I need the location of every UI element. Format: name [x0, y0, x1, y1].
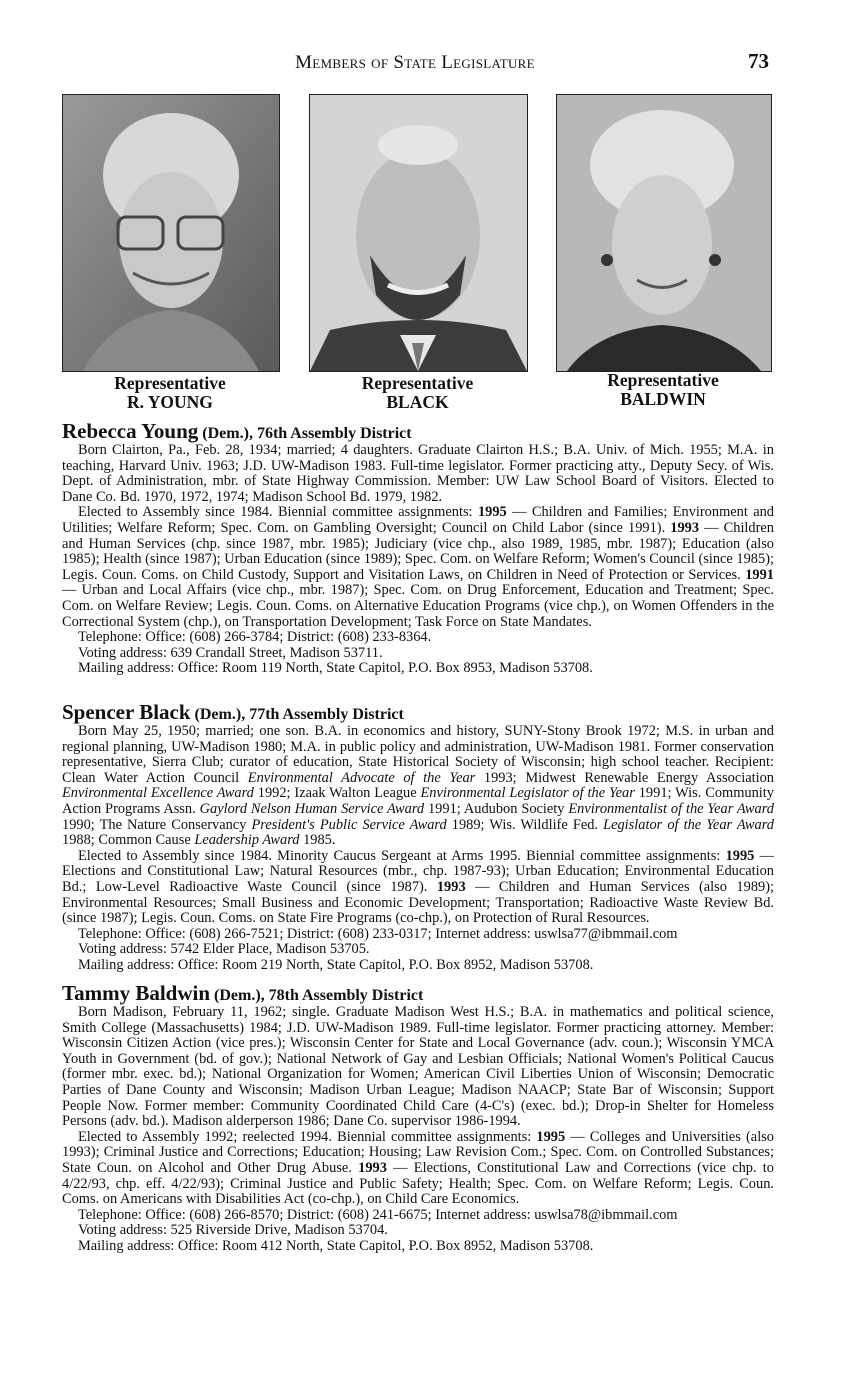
page-number: 73 — [748, 49, 769, 73]
member-bio-young — [62, 443, 774, 677]
mailing-address: Mailing address: Office: Room 119 North, State Capitol, P.O. Box 8953, Madison 53708. — [78, 660, 593, 677]
member-name: Tammy Baldwin — [62, 981, 211, 1005]
caption-role: Representative — [361, 373, 474, 393]
caption-black — [309, 374, 526, 412]
caption-young — [62, 374, 278, 412]
telephone: Telephone: Office: (608) 266-8570; District: (608) 241-6675; Internet address: uswlsa78@ibmmail.com — [78, 1206, 678, 1223]
telephone: Telephone: Office: (608) 266-3784; District: (608) 233-8364. — [78, 629, 432, 646]
member-heading-black — [62, 700, 404, 725]
mailing-address: Mailing address: Office: Room 219 North, State Capitol, P.O. Box 8952, Madison 53708. — [78, 956, 594, 973]
voting-address: Voting address: 5742 Elder Place, Madison 53705. — [78, 941, 370, 958]
caption-baldwin — [556, 371, 770, 409]
member-heading-young — [62, 419, 412, 444]
photo-baldwin — [556, 94, 772, 372]
caption-role: Representative — [114, 373, 226, 393]
member-party-district: (Dem.), 76th Assembly District — [198, 425, 412, 442]
member-party-district: (Dem.), 77th Assembly District — [190, 706, 404, 723]
member-heading-baldwin — [62, 981, 423, 1006]
voting-address: Voting address: 639 Crandall Street, Madison 53711. — [78, 644, 383, 661]
committee-paragraph: Elected to Assembly 1992; reelected 1994. Biennial committee assignments: 1995 — Colleges and Universities (also 1993); Criminal Justice and Corrections; Education; Housing; Law Revision Com.; Spec. Com. on Controlled Substances; State Coun. on Alcohol and Other Drug Abuse. 1993 — Elections, Constitutional Law and Corrections (vice chp. to 4/22/93, chp. eff. 4/22/93); Criminal Justice and Public Safety; Health; Spec. Com. on Welfare Reform; Legis. Coun. Coms. on Americans with Disabilities Act (co-chp.), on Child Care Economics. — [62, 1128, 774, 1208]
member-name: Rebecca Young — [62, 419, 199, 443]
member-bio-black — [62, 724, 774, 974]
running-header: Members of State Legislature — [295, 52, 535, 73]
bio-paragraph: Born Clairton, Pa., Feb. 28, 1934; married; 4 daughters. Graduate Clairton H.S.; B.A. Univ. of Mich. 1955; M.A. in teaching, Harvard Univ. 1963; J.D. UW-Madison 1983. Full-time legislator. Former practicing atty., Deputy Secy. of Wis. Dept. of Administration, mbr. of State Highway Commission. Member: UW Law School Board of Visitors. Elected to Dane Co. Bd. 1970, 1972, 1974; Madison School Bd. 1979, 1982. — [62, 442, 774, 505]
committee-paragraph: Elected to Assembly since 1984. Biennial committee assignments: 1995 — Children and Families; Environment and Utilities; Welfare Reform; Spec. Com. on Gambling Oversight; Council on Child Labor (since 1991). 1993 — Children and Human Services (chp. since 1987, mbr. 1985); Judiciary (vice chp., also 1989, 1985, mbr. 1987); Education (also 1985); Health (since 1987); Urban Education (since 1989); Spec. Com. on Welfare Reform; Women's Council (since 1985); Legis. Coun. Coms. on Child Custody, Support and Visitation Laws, on Children in Need of Protection or Services. 1991 — Urban and Local Affairs (vice chp., mbr. 1987); Spec. Com. on Drug Enforcement, Education and Treatment; Spec. Com. on Welfare Review; Legis. Coun. Coms. on Alternative Education Programs (vice chp.), on Women Offenders in the Correctional System (chp.), on Transportation Development; Task Force on State Mandates. — [62, 504, 775, 630]
caption-name: BLACK — [386, 392, 449, 412]
member-name: Spencer Black — [62, 700, 191, 724]
bio-paragraph: Born Madison, February 11, 1962; single. Graduate Madison West H.S.; B.A. in mathematics and political science, Smith College (Massachusetts) 1984; J.D. UW-Madison 1989. Full-time legislator. Former practicing attorney. Member: Wisconsin Citizen Action (vice pres.); Wisconsin Center for State and Local Governance (adv. coun.); Wisconsin YMCA Youth in Government (bd. of gov.); National Network of Gay and Lesbian Officials; National Women's Political Caucus (former mbr. exec. bd.); National Organization for Women; American Civil Liberties Union of Wisconsin; Democratic Parties of Dane County and Wisconsin; Madison Urban League; Madison NAACP; State Bar of Wisconsin; Support People Now. Former member: Community Coordinated Child Care (4-C's) (exec. bd.); Drop-in Shelter for Homeless Persons (adv. bd.). Madison alderperson 1986; Dane Co. supervisor 1986-1994. — [62, 1004, 774, 1130]
photo-young — [62, 94, 280, 372]
bio-paragraph: Born May 25, 1950; married; one son. B.A. in economics and history, SUNY-Stony Brook 1972; M.S. in urban and regional planning, UW-Madison 1980; M.A. in public policy and administration, UW-Madison 1981. Former conservation representative, Sierra Club; curator of education, State Historical Society of Wisconsin; high school teacher. Recipient: Clean Water Action Council Environmental Advocate of the Year 1993; Midwest Renewable Energy Association Environmental Excellence Award 1992; Izaak Walton League Environmental Legislator of the Year 1991; Wis. Community Action Programs Assn. Gaylord Nelson Human Service Award 1991; Audubon Society Environmentalist of the Year Award 1990; The Nature Conservancy President's Public Service Award 1989; Wis. Wildlife Fed. Legislator of the Year Award 1988; Common Cause Leadership Award 1985. — [62, 723, 774, 849]
photo-black — [309, 94, 528, 372]
caption-name: BALDWIN — [620, 389, 706, 409]
committee-paragraph: Elected to Assembly since 1984. Minority Caucus Sergeant at Arms 1995. Biennial committee assignments: 1995 — Elections and Constitutional Law; Natural Resources (mbr., chp. 1987-93); Urban Education; Environmental Education Bd.; Low-Level Radioactive Waste Council (since 1987). 1993 — Children and Human Services (also 1989); Environmental Resources; Small Business and Economic Development; Transportation; Radioactive Waste Review Bd. (since 1987); Legis. Coun. Coms. on State Fire Programs (co-chp.), on Protection of Rural Resources. — [62, 847, 774, 927]
telephone: Telephone: Office: (608) 266-7521; District: (608) 233-0317; Internet address: uswlsa77@ibmmail.com — [78, 925, 678, 942]
voting-address: Voting address: 525 Riverside Drive, Madison 53704. — [78, 1222, 388, 1239]
caption-role: Representative — [607, 370, 719, 390]
mailing-address: Mailing address: Office: Room 412 North, State Capitol, P.O. Box 8952, Madison 53708. — [78, 1237, 594, 1254]
member-party-district: (Dem.), 78th Assembly District — [210, 987, 424, 1004]
member-bio-baldwin — [62, 1005, 774, 1255]
caption-name: R. YOUNG — [127, 392, 213, 412]
